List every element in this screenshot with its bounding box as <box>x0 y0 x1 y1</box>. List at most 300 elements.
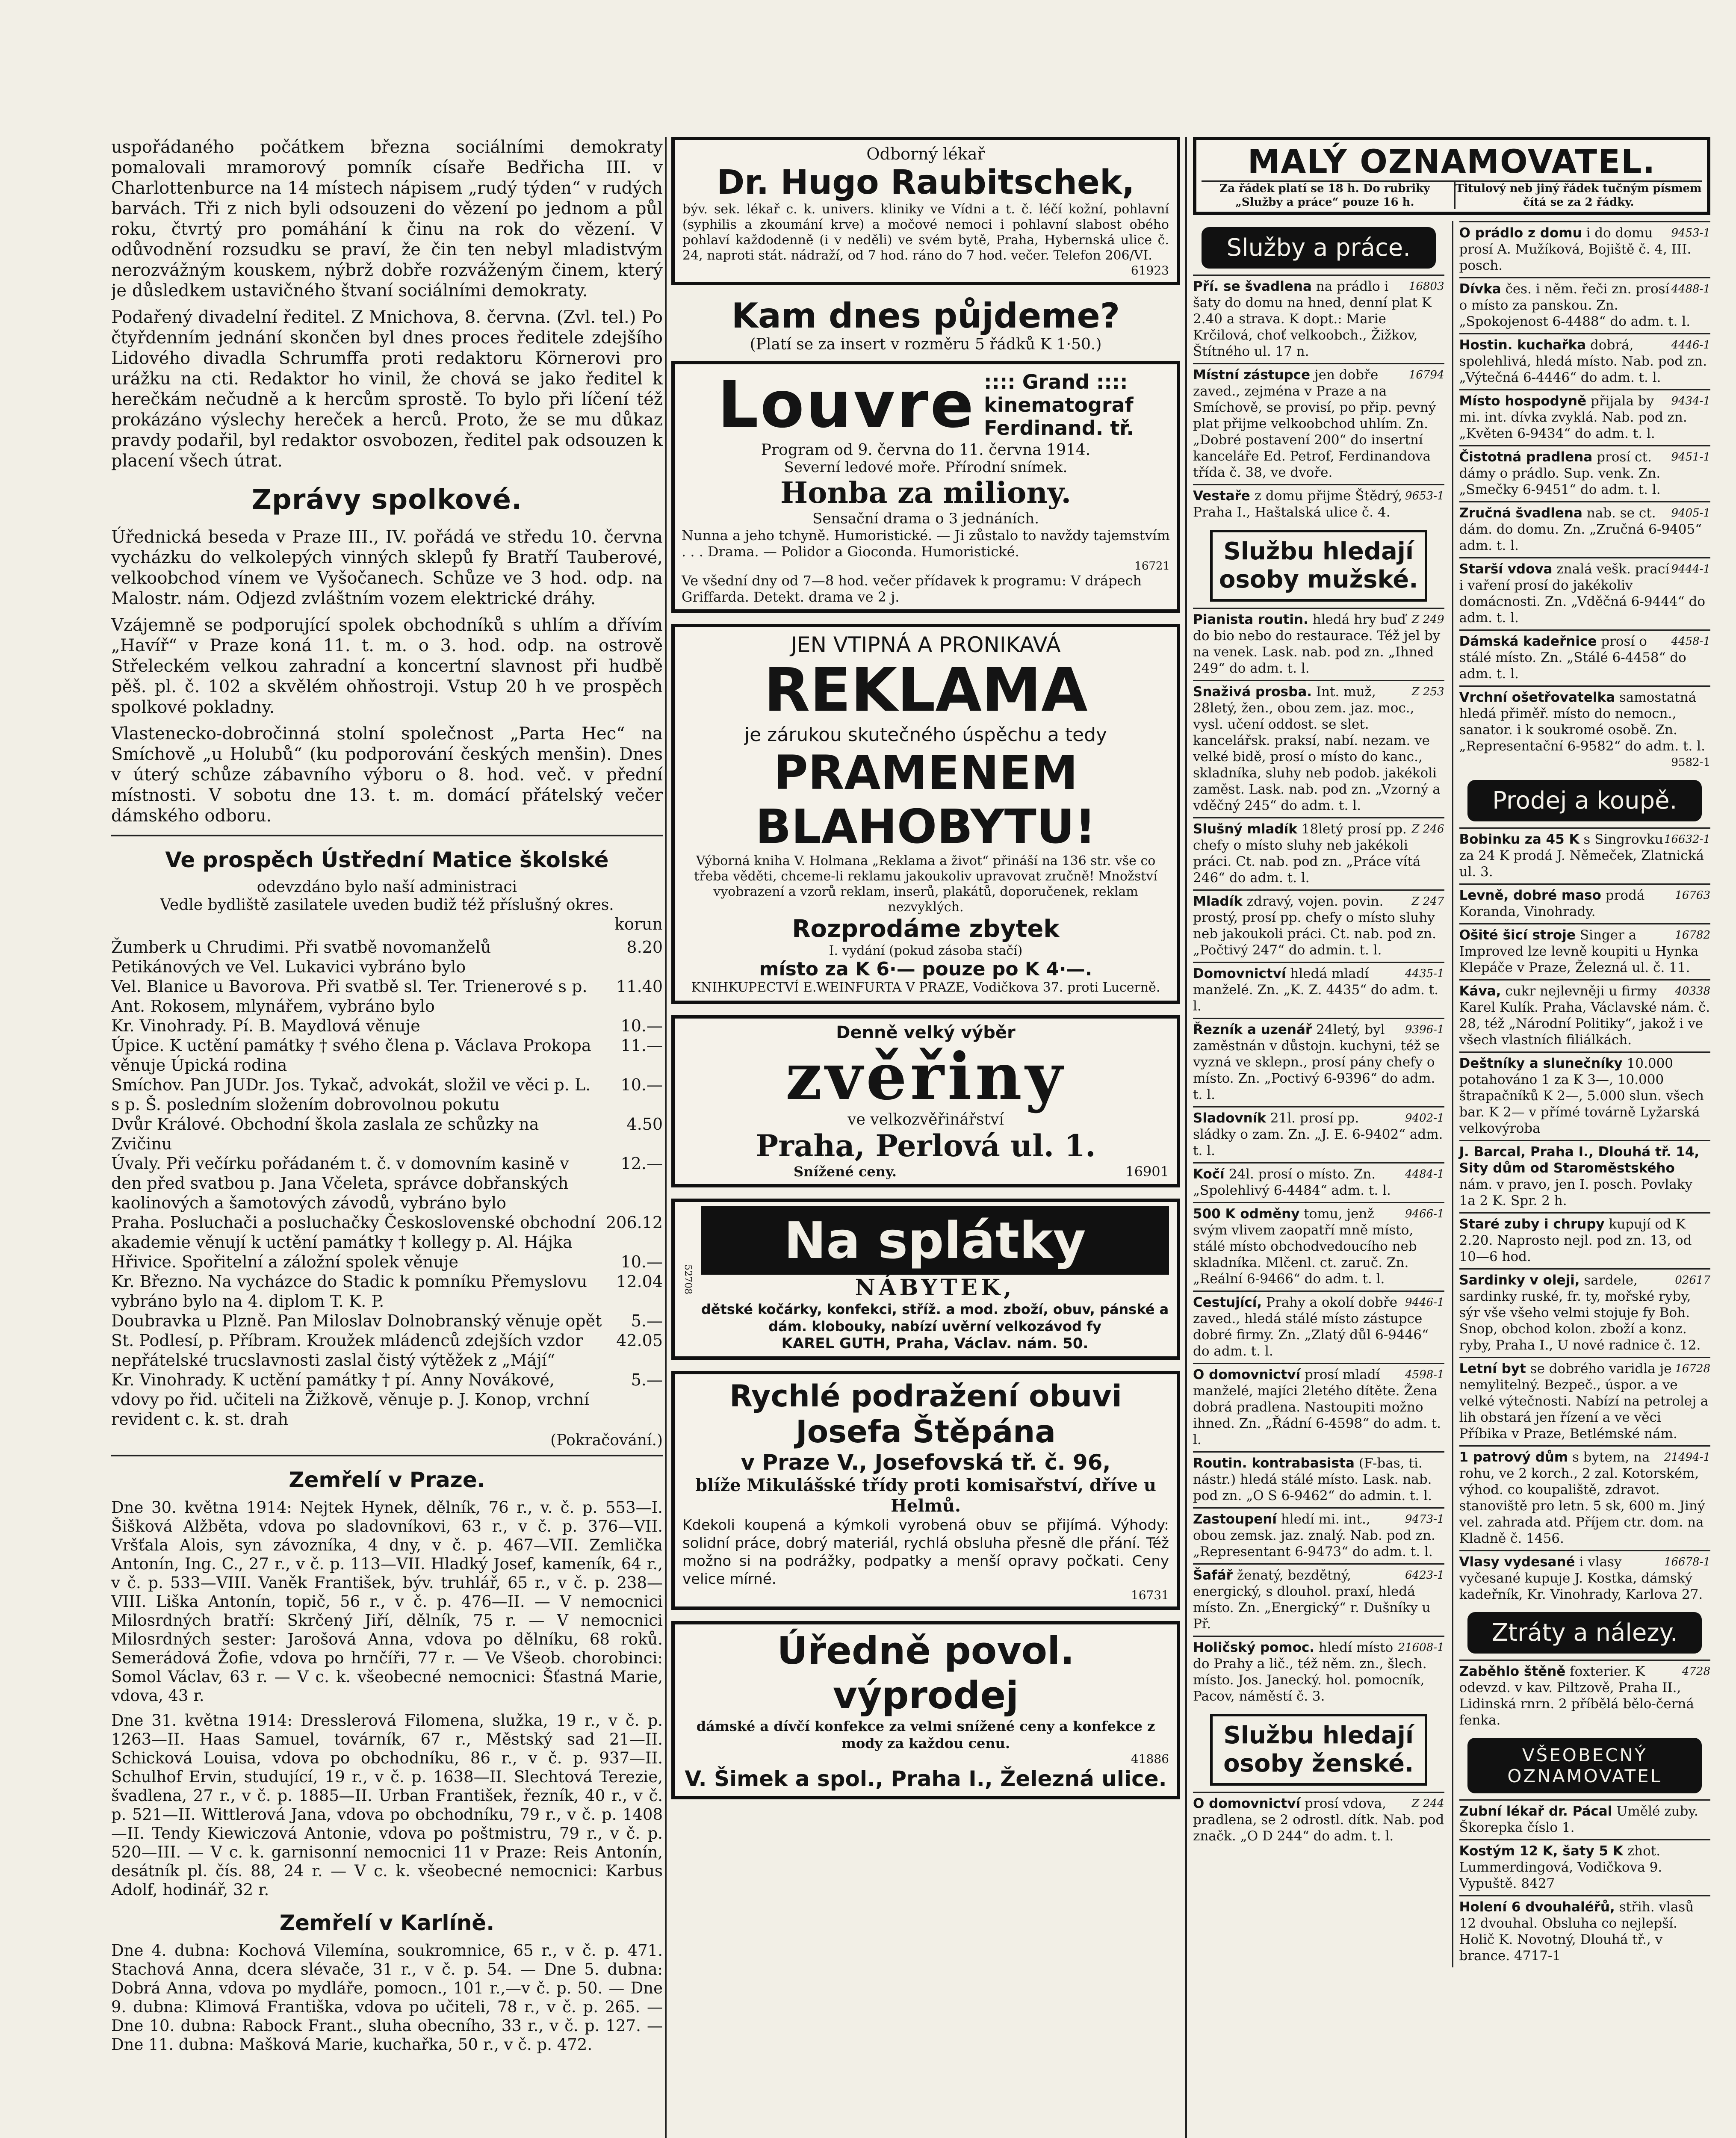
classified-ad-heading: 500 K odměny <box>1193 1206 1300 1222</box>
classified-ad-heading: Kostým 12 K, šaty 5 K <box>1459 1843 1623 1859</box>
ad-number: 52708 <box>682 1264 693 1294</box>
donation-amount: 10.— <box>620 1075 663 1094</box>
donation-row <box>111 1370 663 1429</box>
classified-ad-heading: O prádlo z domu <box>1459 225 1582 241</box>
classified-ad <box>1193 680 1444 817</box>
donation-list <box>111 937 663 1429</box>
classified-ad-heading: Starší vdova <box>1459 561 1553 577</box>
classified-ad <box>1459 629 1711 685</box>
classified-ad-number: 4488-1 <box>1671 283 1710 295</box>
donation-row <box>111 1036 663 1075</box>
classified-section-title: VŠEOBECNÝ OZNAMOVATEL <box>1467 1738 1702 1793</box>
classified-ad-heading: Slušný mladík <box>1193 821 1297 837</box>
cinema-subtitle: Ferdinand. tř. <box>984 416 1134 440</box>
classified-ad-number: 9405-1 <box>1671 507 1710 520</box>
classified-ad <box>1459 557 1711 629</box>
ad-line: Rozprodáme zbytek <box>792 915 1060 943</box>
article-paragraph: Vzájemně se podporující spolek obchodníků s uhlím a dřívím „Havíř“ v Praze koná 11. t. m. o 3. hod. odp. na ostrově Střeleckém velkou zahradní a koncertní slavnost při hudbě pěš. pl. č. 102 a skvělém ohňostroji. Vstup 20 h ve prospěch spolkové pokladny. <box>111 615 663 717</box>
classified-ad <box>1459 685 1711 774</box>
classified-ad-number: 9402-1 <box>1405 1112 1444 1125</box>
classified-ad <box>1193 1792 1444 1848</box>
classified-ad-heading: Letní byt <box>1459 1361 1526 1376</box>
section-title: Zemřelí v Praze. <box>289 1468 485 1492</box>
classified-ad-number: 16678-1 <box>1664 1556 1710 1568</box>
classified-ad-body: znalá vešk. prací i vaření prosí do jakékoliv domácnosti. Zn. „Vděčná 6-9444“ do adm. t. l. <box>1459 561 1705 626</box>
classified-ad-number: 4458-1 <box>1671 635 1710 648</box>
section-title: Kam dnes půjdeme? <box>731 296 1120 336</box>
classified-ad-heading: Domovnictví <box>1193 966 1286 981</box>
ad-list <box>1459 827 1711 1606</box>
ad-list <box>1193 608 1444 1363</box>
donation-row <box>111 937 663 977</box>
classified-ad <box>1459 1212 1711 1268</box>
classified-ad-heading: Ošité šicí stroje <box>1459 927 1576 943</box>
donation-amount: 11.— <box>620 1036 663 1055</box>
sale-ad <box>671 1621 1180 1799</box>
ad-address: Praha, Perlová ul. 1. <box>756 1128 1096 1163</box>
classified-ad-body: 18letý prosí pp. chefy o místo sluhy neb jakékoli práci. Ct. nab. pod zn. „Práce vítá 246“ do adm. t. l. <box>1193 821 1421 886</box>
classified-ad-number: Z 246 <box>1411 823 1444 836</box>
classified-ad-number: Z 244 <box>1411 1797 1444 1810</box>
ad-headline: Na splátky <box>701 1206 1169 1275</box>
ad-list <box>1459 1660 1711 1732</box>
donation-amount: 11.40 <box>616 977 663 996</box>
donation-amount: 12.— <box>620 1154 663 1173</box>
classified-section-title: Služby a práce. <box>1202 227 1436 269</box>
classified-ad-body: i vlasy vyčesané kupuje J. Kostka, dámský kadeřník, Kr. Vinohrady, Karlova 27. <box>1459 1554 1703 1602</box>
donation-amount: 4.50 <box>626 1115 663 1134</box>
obituary-paragraph: Dne 4. dubna: Kochová Vilemína, soukromnice, 65 r., v č. p. 471. Stachová Anna, dcera slévače, 31 r., v č. p. 54. — Dne 5. dubna: Dobrá Anna, vdova po mydláře, pomocn., 101 r.,—v č. p. 50. — Dne 9. dubna: Klimová Františka, vdova po učiteli, 78 r., v č. p. 265. — Dne 10. dubna: Rabock Frant., sluha obecního, 33 r., v č. p. 127. — Dne 11. dubna: Mašková Marie, kuchařka, 50 r., v č. p. 472. <box>111 1941 663 2054</box>
classified-ad-heading: Sardinky v oleji, <box>1459 1273 1580 1288</box>
classified-ad-number: 6423-1 <box>1405 1569 1444 1582</box>
classified-ad-heading: Pří. se švadlena <box>1193 279 1312 294</box>
classified-ad <box>1459 501 1711 557</box>
classified-ad <box>1193 484 1444 524</box>
ad-body: Kdekoli koupená a kýmkoli vyrobená obuv se přijímá. Výhody: solidní práce, dobrý materiál, rychlá obsluha přesně dle přání. Též možno si na podrážky, podpatky a menší opravy počkati. Ceny velice mírné. <box>682 1517 1169 1588</box>
classified-ad-heading: Vlasy vydesané <box>1459 1554 1575 1570</box>
classified-ad-body: 10.000 potahováno 1 za K 3—, 10.000 štrapačníků K 2—, 5.000 slun. všech bar. K 2— v přímé továrně Lyžarská velkovýroba <box>1459 1056 1704 1136</box>
classified-ad-heading: Káva, <box>1459 983 1501 999</box>
classified-ad-number: 9653-1 <box>1405 490 1444 502</box>
left-column <box>111 137 663 2138</box>
classified-section-title: Službu hledají osoby mužské. <box>1210 530 1427 602</box>
classified-ad-number: Z 253 <box>1411 685 1444 698</box>
right-column <box>1193 137 1710 2138</box>
classified-ad-body: 24letý, byl zaměstnán v důstojn. kuchyni, též se vyzná ve sklepn., prosí pány chefy o místo. Zn. „Poctivý 6-9396“ do adm. t. l. <box>1193 1022 1440 1102</box>
classified-ad-heading: Holení 6 dvouhaléřů, <box>1459 1899 1615 1915</box>
article-paragraph: Podařený divadelní ředitel. Z Mnichova, 8. června. (Zvl. tel.) Po čtyřdenním jednání skončen byl dnes proces ředitele zdejšího Lidového divadla Schrumffa proti redaktoru Körnerovi pro urážku na cti. Redaktor ho vinil, že chová se jako ředitel k herečkám nečudně a k hercům sprostě. To bylo při líčení též prokázáno výslechy hereček a herců. Proto, že se mu důkaz pravdy podařil, byl redaktor osvobozen, ředitel pak odsouzen k placení všech útrat. <box>111 307 663 471</box>
classified-ad-number: 16763 <box>1675 889 1710 902</box>
donation-text: Dvůr Králové. Obchodní škola zaslala ze schůzky na Zvičinu <box>111 1115 539 1153</box>
ad-kicker: Denně velký výběr <box>836 1023 1016 1042</box>
classified-ad-heading: Pianista routin. <box>1193 612 1308 627</box>
classified-ad-body: nám. v pravo, jen I. posch. Povlaky 1a 2 K. Spr. 2 h. <box>1459 1177 1693 1208</box>
donation-text: Úvaly. Při večírku pořádaném t. č. v domovním kasině v den před svatbou p. Jana Včeleta, správce dobřanských kaolinových a šamotových závodů, vybráno bylo <box>111 1154 569 1212</box>
classified-ad <box>1193 608 1444 680</box>
doctor-ad <box>671 137 1180 285</box>
classified-ad-body: s Singrovku za 24 K prodá J. Němeček, Zlatnická ul. 3. <box>1459 832 1704 880</box>
classified-ad-heading: Snaživá prosba. <box>1193 684 1312 700</box>
classified-ad-heading: Hostin. kuchařka <box>1459 337 1586 353</box>
classified-ad-body: se dobrého varidla je nemylitelný. Bezpeč., úspor. a ve velké výtečnosti. Nabízí na petrolej a lih obstará jen řízení a ve věci Příbika v Praze, Betlémské nám. <box>1459 1361 1709 1441</box>
classified-ad-number: 9453-1 <box>1671 227 1710 239</box>
ad-line: Snížené ceny. <box>794 1163 897 1180</box>
classified-ad-number: 4598-1 <box>1405 1368 1444 1381</box>
classified-ad-body: Singer a Improved lze levně koupiti u Hynka Klepáče v Praze, Železná ul. č. 11. <box>1459 927 1699 975</box>
ad-number: 16721 <box>1134 560 1170 573</box>
classified-ad-heading: Dívka <box>1459 281 1501 297</box>
program-line: Sensační drama o 3 jednáních. <box>812 510 1039 527</box>
ad-list <box>1193 1363 1444 1708</box>
classified-ad-body: foxterier. K odevzd. v kav. Piltzově, Praha II., Lidinská rnrn. 2 příbělá bělo-černá fenka. <box>1459 1664 1694 1728</box>
classifieds-rate: Za řádek platí se 18 h. Do rubriky „Služby a práce“ pouze 16 h. <box>1219 182 1430 209</box>
classified-ad <box>1459 1839 1711 1895</box>
ad-line: JEN VTIPNÁ A PRONIKAVÁ <box>791 632 1061 657</box>
classified-ad-body: 24l. prosí o místo. Zn. „Spolehlivý 6-4484“ adm. t. l. <box>1193 1166 1391 1198</box>
classified-ad-body: na prádlo i šaty do domu na hned, denní plat K 2.40 a strava. K dopt.: Marie Krčilová, choť velkoobch., Žižkov, Štítného ul. 17 n. <box>1193 279 1432 359</box>
ad-headline: BLAHOBYTU! <box>755 799 1096 854</box>
classified-ad-body: střih. vlasů 12 dvouhal. Obsluha co nejlepší. Holič K. Novotný, Dlouhá tř., v brance. 4717-1 <box>1459 1899 1694 1964</box>
classifieds-title: MALÝ OZNAMOVATEL. <box>1247 142 1656 180</box>
donation-amount: 10.— <box>620 1016 663 1035</box>
classified-ad-body: (F-bas, ti. nástr.) hledá stálé místo. Lask. nab. pod zn. „O S 6-9462“ do admin. t. l. <box>1193 1456 1432 1503</box>
donation-text: Kr. Vinohrady. Pí. B. Maydlová věnuje <box>111 1016 420 1035</box>
column-divider <box>1185 137 1187 2138</box>
classified-ad-heading: Kočí <box>1193 1166 1225 1182</box>
classified-section-title: Službu hledají osoby ženské. <box>1210 1714 1427 1786</box>
classified-ad <box>1459 1051 1711 1140</box>
classified-ad-number: 9473-1 <box>1405 1513 1444 1526</box>
classified-ad-body: kupují od K 2.20. Naprosto nejl. pod zn. 13, od 10—6 hod. <box>1459 1217 1692 1264</box>
donation-text: Kr. Březno. Na vycházce do Stadic k pomníku Přemyslovu vybráno bylo na 4. diplom T. K. P. <box>111 1272 588 1311</box>
ad-list <box>1193 275 1444 524</box>
classified-ad-number: 9451-1 <box>1671 451 1710 464</box>
classifieds-rate: Titulový neb jiný řádek tučným písmem čítá se za 2 řádky. <box>1454 182 1702 209</box>
classified-ad <box>1459 445 1711 501</box>
shoe-repair-ad <box>671 1371 1180 1610</box>
classified-ad-number: 40338 <box>1675 985 1710 998</box>
program-headline: Honba za miliony. <box>780 476 1072 510</box>
classified-ad <box>1193 1507 1444 1563</box>
donation-row <box>111 1154 663 1213</box>
classified-ad-heading: Zastoupení <box>1193 1512 1277 1527</box>
ad-list <box>1193 1792 1444 1848</box>
cinema-ad <box>671 361 1180 613</box>
classified-ad-number: 16794 <box>1408 369 1444 381</box>
donation-row <box>111 1252 663 1272</box>
classified-ad <box>1193 1636 1444 1708</box>
donation-text: Praha. Posluchači a posluchačky Československé obchodní akademie věnují k uctění památky † kollegy p. Al. Hájka <box>111 1213 596 1252</box>
classified-ad-heading: Čistotná pradlena <box>1459 449 1593 465</box>
ad-kicker: Odborný lékař <box>866 145 985 163</box>
classified-ad-heading: O domovnictví <box>1193 1367 1301 1382</box>
classified-ad-body: hledí místo do Prahy a lič., též něm. zn., šlech. místo. Jos. Janecký. hol. pomocník, Pacov, náměstí č. 3. <box>1193 1640 1427 1704</box>
classified-ad-number: Z 247 <box>1411 895 1444 908</box>
classified-ad-heading: O domovnictví <box>1193 1796 1301 1811</box>
ad-headline: Úředně povol. výprodej <box>777 1629 1075 1717</box>
classified-ad <box>1193 1451 1444 1507</box>
classified-ad-body: z domu přijme Štědrý, Praha I., Haštalská ulice č. 4. <box>1193 488 1402 520</box>
article-paragraph: Vlastenecko-dobročinná stolní společnost „Parta Hec“ na Smíchově „u Holubů“ (ku podporování českých menšin). Dnes v úterý schůze zábavního výboru o 8. hod. več. v přední místnosti. V sobotu dne 13. t. m. domácí přátelský večer dámského odboru. <box>111 724 663 826</box>
classified-ad <box>1193 889 1444 962</box>
classified-ad-number: 02617 <box>1675 1274 1710 1287</box>
classified-ad <box>1459 1268 1711 1357</box>
classified-ad-body: prosí ct. dámy o prádlo. Sup. venk. Zn. „Smečky 6-9451“ do adm. t. l. <box>1459 449 1661 497</box>
ad-headline: PRAMENEM <box>774 745 1078 800</box>
donation-row <box>111 1016 663 1036</box>
ad-headline: Dr. Hugo Raubitschek, <box>717 163 1135 202</box>
classified-ad <box>1459 979 1711 1051</box>
classified-ad-number: 16803 <box>1408 280 1444 293</box>
classified-section-title: Prodej a koupě. <box>1467 780 1702 821</box>
classified-ad-body: tomu, jenž svým vlivem zaopatří mně místo, stálé místo obchodvedoucího neb skladníka. Mlčenl. ct. zaruč. Zn. „Reální 6-9466“ do adm. t. l. <box>1193 1206 1417 1287</box>
classified-ad <box>1459 883 1711 923</box>
program-line: Nunna a jeho tchyně. Humoristické. — Ji zůstalo to navždy tajemstvím . . . Drama. — Polidor a Gioconda. Humoristické. <box>682 527 1170 560</box>
ad-address: KNIHKUPECTVÍ E.WEINFURTA V PRAZE, Vodičkova 37. proti Lucerně. <box>691 980 1160 995</box>
program-dates: Program od 9. června do 11. června 1914. <box>761 441 1091 459</box>
donation-amount: 8.20 <box>626 938 663 957</box>
classified-ad <box>1193 363 1444 484</box>
ad-address: KAREL GUTH, Praha, Václav. nám. 50. <box>781 1335 1089 1352</box>
classified-ad <box>1459 389 1711 445</box>
classified-ad-body: nab. se ct. dám. do domu. Zn. „Zručná 6-9405“ adm. t. l. <box>1459 505 1702 553</box>
classified-ad-heading: Šafář <box>1193 1568 1233 1583</box>
donation-row <box>111 1075 663 1114</box>
ad-headline: zvěřiny <box>785 1039 1066 1114</box>
classified-ad-number: 9446-1 <box>1405 1296 1444 1309</box>
ad-line: blíže Mikulášské třídy proti komisařství, dříve u Helmů. <box>695 1475 1156 1516</box>
classified-ad <box>1459 1660 1711 1732</box>
classified-ad <box>1193 1162 1444 1202</box>
ad-body: dětské kočárky, konfekci, stříž. a mod. zboží, obuv, pánské a dám. klobouky, nabízí uvěrní velkozávod fy <box>701 1301 1169 1335</box>
cinema-subtitle: :::: Grand :::: <box>984 370 1128 393</box>
donation-text: Kr. Vinohrady. K uctění památky † pí. Anny Novákové, vdovy po řid. učiteli na Žižkově, věnuje p. J. Konop, vrchní revident c. k. st. drah <box>111 1370 589 1429</box>
classified-ad-number: 4446-1 <box>1671 339 1710 351</box>
ad-address: V. Šimek a spol., Praha I., Železná ulice. <box>685 1766 1167 1791</box>
classified-ad-heading: Dámská kadeřnice <box>1459 634 1597 649</box>
ad-list <box>1459 221 1711 774</box>
classified-ad-body: sardele, sardinky ruské, fr. ty, mořské ryby, sýr vše všeho velmi stojuje fy Boh. Snop, obchod kolon. zboží a konz. ryby, Praha I., U nové radnice č. 12. <box>1459 1273 1701 1353</box>
section-title: Zprávy spolkové. <box>251 484 523 516</box>
classified-ad <box>1193 1018 1444 1106</box>
ad-line: je zárukou skutečného úspěchu a tedy <box>744 724 1107 746</box>
article-paragraph: Úřednická beseda v Praze III., IV. pořádá ve středu 10. června vycházku do velkolepých vinných sklepů fy Bratří Tauberové, velkoobchod vínem ve Vyšočanech. Schůze ve 3 hod. odp. na Malostr. nám. Odjezd zvláštním vozem elektrické dráhy. <box>111 527 663 608</box>
classified-ad-body: Int. muž, 28letý, žen., obou zem. jaz. moc., vysl. učení oddost. se slet. kancelářsk. praksí, nabí. nezam. ve velké bidě, prosí o místo do kanc., skladníka, sluhy neb podob. jakékoli zaměst. Lask. nab. pod zn. „Vzorný a vděčný 245“ do adm. t. l. <box>1193 684 1441 813</box>
obituary-paragraph: Dne 30. května 1914: Nejtek Hynek, dělník, 76 r., v. č. p. 553—I. Šišková Alžběta, vdova po sladovníkovi, 63 r., v č. p. 376—VII. Vršťala Alois, syn závozníka, 4 dny, v č. p. 467—VII. Zemlička Antonín, Ing. C., 27 r., v č. p. 113—VII. Hladký Josef, kameník, 64 r., v č. p. 533—VIII. Vaněk František, býv. truhlář, 65 r., v č. p. 238—VIII. Liška Antonín, topič, 56 r., v č. p. 476—II. — V nemocnici Milosrdných bratří: Skrčený Jiří, dělník, 75 r. — V nemocnici Milosrdných sester: Jarošová Anna, vdova po dělníku, 68 roků. Semerádová Žofie, vdova po hrnčíři, 77 r. — Ve Všeob. chorobinci: Somol Václav, 63 r. — V c. k. všeobecné nemocnici: Šťastná Marie, vdova, 43 r. <box>111 1498 663 1705</box>
korun-label: korun <box>614 915 663 933</box>
classified-ad-body: ženatý, bezdětný, energický, s dlouhol. praxí, hledá místo. Zn. „Energický“ r. Dušníky u Př. <box>1193 1568 1431 1632</box>
classified-ad <box>1193 817 1444 889</box>
classified-ad-heading: Zubní lékař dr. Pácal <box>1459 1804 1612 1819</box>
ad-number: 16901 <box>1125 1163 1169 1180</box>
classified-ad-body: prosí mladí manželé, majíci 2letého dítěte. Žena dobrá pradlena. Nastoupiti možno ihned. Zn. „Řádní 6-4598“ do adm. t. l. <box>1193 1367 1441 1447</box>
classified-ad-heading: Levně, dobré maso <box>1459 888 1601 903</box>
middle-column <box>671 137 1180 2138</box>
ad-line: NÁBYTEK, <box>855 1275 1015 1301</box>
donation-row <box>111 1114 663 1154</box>
donation-amount: 5.— <box>631 1311 663 1330</box>
ad-line: I. vydání (pokud zásoba stačí) <box>829 943 1023 958</box>
classified-ad <box>1193 1202 1444 1290</box>
classified-ad-heading: Místo hospodyně <box>1459 393 1587 409</box>
classified-ad-body: Umělé zuby. Škorepka číslo 1. <box>1459 1804 1698 1835</box>
cinema-subtitle: kinematograf <box>984 393 1134 416</box>
classified-ad-heading: Zručná švadlena <box>1459 505 1582 521</box>
classified-ad-heading: Vestaře <box>1193 488 1250 504</box>
donation-row <box>111 1331 663 1370</box>
classified-ad-heading: Routin. kontrabasista <box>1193 1456 1355 1471</box>
ad-price: místo za K 6·— pouze po K 4·—. <box>759 958 1092 980</box>
classified-ad-number: 21608-1 <box>1398 1641 1444 1654</box>
column-divider <box>665 137 667 2138</box>
classified-ad-body: i do domu prosí A. Mužíková, Bojiště č. 4, III. posch. <box>1459 225 1692 273</box>
continued-note: (Pokračování.) <box>550 1432 663 1449</box>
donation-text: Žumberk u Chrudimi. Při svatbě novomanželů Petikánových ve Vel. Lukavici vybráno bylo <box>111 938 491 976</box>
classified-ad <box>1459 1895 1711 1967</box>
section-subtitle: (Platí se za insert v rozměru 5 řádků K 1·50.) <box>750 336 1102 353</box>
classified-ad-heading: Deštníky a slunečníky <box>1459 1056 1623 1071</box>
cinema-logo: Louvre <box>717 368 976 442</box>
classified-ad <box>1193 275 1444 363</box>
classified-ad-body: prodá Koranda, Vinohrady. <box>1459 888 1645 919</box>
classified-ad-body: zdravý, vojen. povin. prostý, prosí pp. chefy o místo sluhy neb jakoukoli práci. Ct. nab. pod zn. „Počtivý 247“ do admin. t. l. <box>1193 894 1437 958</box>
classified-ad-body: hledá mladí manželé. Zn. „K. Z. 4435“ do adm. t. l. <box>1193 966 1439 1014</box>
donation-row <box>111 1213 663 1252</box>
ad-body: býv. sek. lékař c. k. univers. kliniky ve Vídni a t. č. léčí kožní, pohlavní (syphilis a zkoumání krve) a močové nemoci i pohlavní slabost obého pohlaví každodenně (i v neděli) ve svém bytě, Praha, Hybernská ulice č. 24, naproti stát. nádraží, od 7 hod. ráno do 7 hod. večer. Telefon 206/VI. <box>682 202 1169 263</box>
classified-ad-body: hledí mi. int., obou zemsk. jaz. znalý. Nab. pod zn. „Representant 6-9473“ do adm. t. l. <box>1193 1512 1435 1559</box>
classified-ad <box>1459 1140 1711 1212</box>
classified-ad-number: 9466-1 <box>1405 1208 1444 1220</box>
classified-ad-number: 16782 <box>1675 929 1710 942</box>
classified-ad-heading: Staré zuby i chrupy <box>1459 1217 1605 1232</box>
donation-text: Úpice. K uctění památky † svého člena p. Václava Prokopa věnuje Úpická rodina <box>111 1036 591 1075</box>
donation-amount: 5.— <box>631 1370 663 1389</box>
section-title: Zemřelí v Karlíně. <box>279 1911 495 1935</box>
classified-ad-heading: Bobinku za 45 K <box>1459 832 1580 847</box>
classified-ad <box>1193 1106 1444 1162</box>
classified-ad-body: přijala by mi. int. dívka zvyklá. Nab. pod zn. „Květen 6-9434“ do adm. t. l. <box>1459 393 1687 441</box>
ad-body: Výborná kniha V. Holmana „Reklama a život“ přináší na 136 str. vše co třeba věděti, chceme-li reklamu jakoukoliv upravovat zručně! Množství vyobrazení a vzorů reklam, inserů, plakátů, doporučenek, reklam nezvyklých. <box>694 853 1157 915</box>
classifieds-subcolumn <box>1193 221 1444 1967</box>
classified-ad <box>1459 923 1711 979</box>
classified-ad-heading: Vrchní ošetřovatelka <box>1459 690 1615 705</box>
donation-amount: 10.— <box>620 1252 663 1271</box>
classified-ad-number: 4435-1 <box>1405 967 1444 980</box>
section-subtitle: Vedle bydliště zasilatele uveden budiž též příslušný okres. <box>160 896 614 914</box>
donation-row <box>111 1272 663 1311</box>
classified-ad <box>1459 1550 1711 1606</box>
classified-ad-number: 4728 <box>1682 1665 1710 1678</box>
classified-ad-heading: Cestující, <box>1193 1295 1262 1310</box>
donation-row <box>111 977 663 1016</box>
ad-headline: Rychlé podražení obuvi <box>729 1379 1122 1414</box>
ad-body: dámské a dívčí konfekce za velmi snížené ceny a konfekce z mody za každou cenu. <box>696 1718 1155 1751</box>
classified-ad-number: 9396-1 <box>1405 1023 1444 1036</box>
ad-line: ve velkozvěřinářství <box>847 1111 1004 1128</box>
donation-text: Smíchov. Pan JUDr. Jos. Tykač, advokát, složil ve věci p. L. s p. Š. posledním složením dobrovolnou pokutu <box>111 1075 591 1114</box>
article-paragraph: uspořádaného počátkem března sociálními demokraty pomalovali mramorový pomník císaře Bedřicha III. v Charlottenburce na 14 místech nápisem „rudý týden“ v rudých barvách. Tři z nich byli odsouzeni do vězení po jednom a půl roku, čtvrtý pro pomáhání k činu na rok do vězení. V odůvodnění rozsudku se praví, že čin ten nebyl mladistvým nerozvážným kouskem, nýbrž dobře rozváženým činem, který je důsledkem ustavičného štvaní sociálními demokraty. <box>111 137 663 301</box>
classified-ad-body: prosí o stálé místo. Zn. „Stálé 6-4458“ do adm. t. l. <box>1459 634 1686 682</box>
classified-ad-body: cukr nejlevněji u firmy Karel Kulík. Praha, Václavské nám. č. 28, též „Národní Politiky“, jakož i ve všech vlastních filiálkách. <box>1459 983 1710 1048</box>
classified-ad <box>1459 1799 1711 1839</box>
donation-text: Vel. Blanice u Bavorova. Při svatbě sl. Ter. Trienerové s p. Ant. Rokosem, mlynářem, vybráno bylo <box>111 977 588 1016</box>
classified-section-title: Ztráty a nálezy. <box>1467 1612 1702 1654</box>
classified-ad <box>1459 827 1711 883</box>
classified-ad-heading: Holičský pomoc. <box>1193 1640 1315 1655</box>
ad-headline: REKLAMA <box>764 656 1088 725</box>
classified-ad-body: zhot. Lummerdingová, Vodičkova 9. Vypuště. 8427 <box>1459 1843 1662 1891</box>
classified-ad-heading: Zaběhlo štěně <box>1459 1664 1566 1679</box>
classified-ad-number: 21494-1 <box>1664 1451 1710 1464</box>
classified-ad-heading: 1 patrový dům <box>1459 1450 1568 1465</box>
donation-amount: 206.12 <box>606 1213 663 1232</box>
classified-ad-number: 9434-1 <box>1671 395 1710 408</box>
reklama-ad <box>671 624 1180 1004</box>
section-subtitle: odevzdáno bylo naší administraci <box>257 878 517 896</box>
classified-ad-body: dobrá, spolehlivá, hledá místo. Nab. pod zn. „Výtečná 6-4446“ do adm. t. l. <box>1459 337 1707 385</box>
donation-text: Doubravka u Plzně. Pan Miloslav Dolnobranský věnuje opět <box>111 1311 602 1330</box>
program-line: Ve všední dny od 7—8 hod. večer přídavek k programu: V drápech Griffarda. Detekt. drama ve 2 j. <box>682 573 1142 605</box>
classified-ad-body: Prahy a okolí dobře zaved., hledá stálé místo zástupce dobré firmy. Zn. „Zlatý důl 6-9446“ do adm. t. l. <box>1193 1295 1429 1359</box>
classifieds-subcolumn <box>1452 221 1711 1967</box>
classified-ad <box>1459 221 1711 277</box>
classified-ad-body: prosí vdova, pradlena, se 2 odrostl. dítk. Nab. pod značk. „O D 244“ do adm. t. l. <box>1193 1796 1444 1844</box>
donation-text: St. Podlesí, p. Příbram. Kroužek mládenců zdejších vzdor nepřátelské trucslavnosti zaslal čistý výtěžek z „Májí“ <box>111 1331 583 1370</box>
classified-ad-body: samostatná hledá přiměř. místo do nemocn., sanator. i k soukromé osobě. Zn. „Representační 6-9582“ do adm. t. l. <box>1459 690 1706 754</box>
classified-ad <box>1459 1357 1711 1445</box>
ad-address: v Praze V., Josefovská tř. č. 96, <box>741 1450 1111 1475</box>
classified-ad-heading: Mladík <box>1193 894 1243 909</box>
classified-ad <box>1193 1563 1444 1636</box>
classified-ad-body: s bytem, na rohu, ve 2 korch., 2 zal. Kotorském, výhod. co koupaliště, zdravot. stanoviště pro letn. 5 sk, 600 m. Jiný vel. zahrada atd. Příjem ctr. dom. na Kladně č. 1456. <box>1459 1450 1705 1546</box>
classified-ad-number: 16728 <box>1675 1362 1710 1375</box>
donation-amount: 42.05 <box>616 1331 663 1350</box>
donation-text: Hřivice. Spořitelní a záložní spolek věnuje <box>111 1252 458 1271</box>
donation-row <box>111 1311 663 1331</box>
classified-ad-number: Z 249 <box>1411 613 1444 626</box>
classified-ad-heading: Místní zástupce <box>1193 367 1311 383</box>
classified-ad-heading: J. Barcal, Praha I., Dlouhá tř. 14, Sity dům od Staroměstského <box>1459 1144 1700 1176</box>
game-ad <box>671 1015 1180 1187</box>
section-title: Ve prospěch Ústřední Matice školské <box>165 848 609 872</box>
ad-number: 61923 <box>1131 263 1169 278</box>
classifieds-header <box>1193 137 1710 215</box>
classified-ad-heading: Řezník a uzenář <box>1193 1022 1312 1037</box>
classified-ad-heading: Sladovník <box>1193 1110 1266 1126</box>
obituary-paragraph: Dne 31. května 1914: Dresslerová Filomena, služka, 19 r., v č. p. 1263—II. Haas Samuel, továrník, 67 r., Městský sad 21—II. Schicková Louisa, vdova po obchodníku, 86 r., v č. p. 937—II. Schulhof Ervin, studující, 19 r., v č. p. 1638—II. Slechtová Terezie, švadlena, 27 r., v č. p. 1885—II. Urban František, řezník, 40 r., v č. p. 521—II. Wittlerová Jana, vdova po obchodníku, 79 r., v č. p. 1408—II. Tendy Kiewiczová Antonie, vdova po poštmistru, 79 r., v č. p. 520—III. — V c. k. garnisonní nemocnici 11 v Praze: Reis Antonín, desátník pl. čís. 88, 24 r. — V c. k. všeobecné nemocnici: Karbus Adolf, hodinář, 32 r. <box>111 1711 663 1899</box>
classified-ad-number: 9444-1 <box>1671 563 1710 576</box>
classified-ad-number: 9582-1 <box>1671 756 1710 769</box>
furniture-ad <box>671 1199 1180 1360</box>
classified-ad <box>1459 1445 1711 1550</box>
ad-headline: Josefa Štěpána <box>796 1414 1056 1450</box>
classified-ad <box>1193 1363 1444 1451</box>
classified-ad <box>1193 1290 1444 1363</box>
classified-ad <box>1193 962 1444 1018</box>
classified-ad-number: 4484-1 <box>1405 1168 1444 1181</box>
ad-number: 41886 <box>1131 1752 1169 1766</box>
ad-number: 16731 <box>1131 1588 1169 1602</box>
classified-ad-body: hledá hry buď do bio nebo do restaurace. Též jel by na venek. Lask. nab. pod zn. „Ihned 249“ do adm. t. l. <box>1193 612 1441 676</box>
classified-ad-body: čes. i něm. řeči zn. prosí o místo za panskou. Zn. „Spokojenost 6-4488“ do adm. t. l. <box>1459 281 1691 329</box>
classified-ad-body: 21l. prosí pp. sládky o zam. Zn. „J. E. 6-9402“ adm. t. l. <box>1193 1110 1443 1158</box>
program-line: Severní ledové moře. Přírodní snímek. <box>784 459 1068 476</box>
classified-ad <box>1459 277 1711 333</box>
classified-ad-number: 16632-1 <box>1664 833 1710 846</box>
donation-amount: 12.04 <box>616 1272 663 1291</box>
classified-ad-body: jen dobře zaved., zejména v Praze a na Smíchově, se provisí, po přip. pevný plat přijme velkoobchod uhlím. Zn. „Dobré postavení 200“ do insertní kanceláře Ed. Petrof, Ferdinandova třída č. 38, ve dvoře. <box>1193 367 1436 480</box>
classified-ad <box>1459 333 1711 389</box>
